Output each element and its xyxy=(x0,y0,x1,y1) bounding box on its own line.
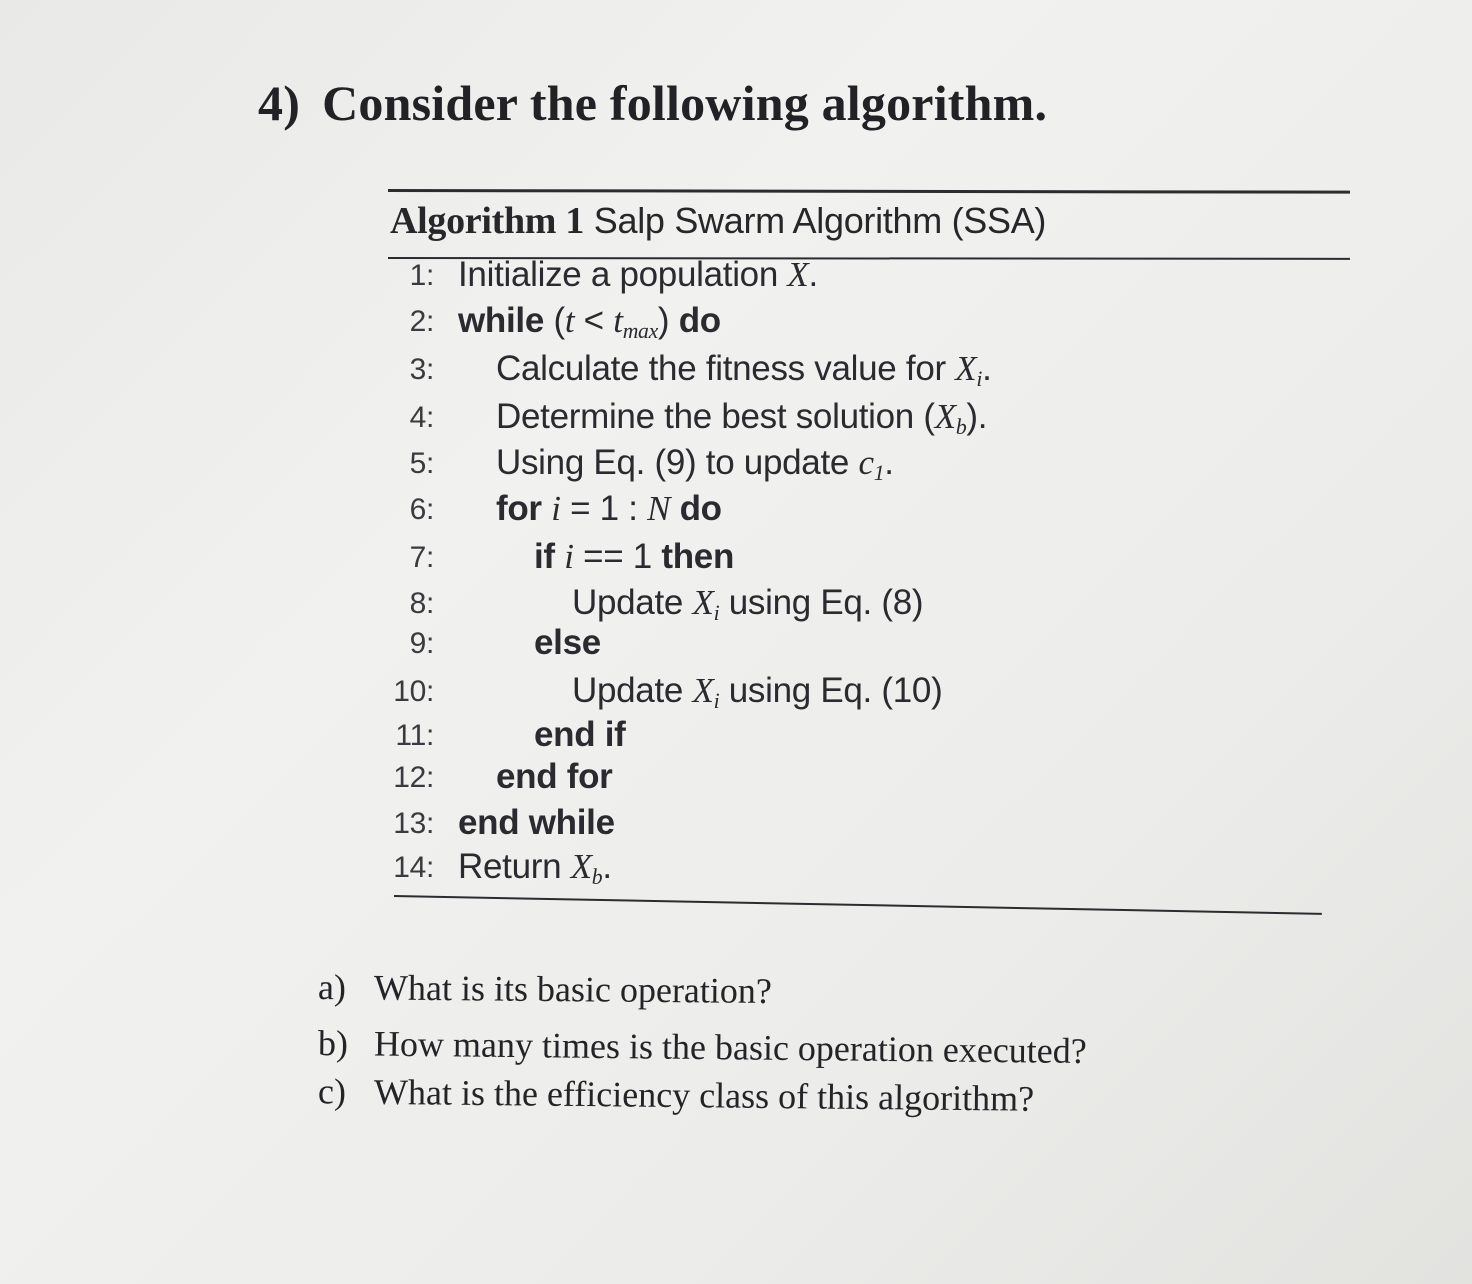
subscript: 1 xyxy=(873,461,885,486)
question-number: 4) xyxy=(258,75,301,131)
line-segment: . xyxy=(982,349,992,388)
sub-question-letter: b) xyxy=(317,1022,349,1064)
keyword: if xyxy=(534,537,555,576)
subscript: b xyxy=(591,865,603,890)
subscript: b xyxy=(955,415,967,440)
math-symbol: N xyxy=(647,489,671,528)
sub-question-text: How many times is the basic operation executed? xyxy=(373,1023,1087,1072)
algorithm-name: Salp Swarm Algorithm (SSA) xyxy=(593,200,1047,241)
sub-question-b xyxy=(318,1022,1087,1072)
keyword: end if xyxy=(534,715,626,754)
line-number: 13: xyxy=(393,807,434,840)
line-text xyxy=(534,537,734,577)
sub-question-c xyxy=(318,1070,1035,1119)
sub-question-letter: c) xyxy=(317,1071,347,1112)
line-segment: using Eq. (10) xyxy=(719,671,943,710)
keyword: do xyxy=(679,489,722,528)
line-segment: using Eq. (8) xyxy=(719,583,924,622)
math-symbol: X xyxy=(692,671,714,710)
line-segment: == 1 xyxy=(573,537,662,576)
line-number: 3: xyxy=(409,353,434,386)
algorithm-box xyxy=(388,183,1350,925)
line-number: 10: xyxy=(393,675,434,708)
math-symbol: c xyxy=(858,443,874,482)
line-number: 9: xyxy=(409,627,434,660)
keyword: else xyxy=(534,623,601,662)
line-segment: Determine the best solution ( xyxy=(496,397,935,436)
line-segment: . xyxy=(808,255,818,294)
line-text xyxy=(458,847,612,890)
line-number: 5: xyxy=(409,447,434,480)
line-segment: ). xyxy=(966,397,988,436)
line-number: 7: xyxy=(409,541,434,574)
keyword: then xyxy=(661,537,735,576)
line-number: 2: xyxy=(409,305,434,338)
question-title: Consider the following algorithm. xyxy=(322,75,1048,131)
line-text xyxy=(534,623,601,663)
line-segment: Update xyxy=(572,583,693,622)
line-number: 12: xyxy=(393,761,434,794)
line-number: 6: xyxy=(409,493,434,526)
math-symbol: X xyxy=(570,847,592,886)
subscript: max xyxy=(622,319,658,344)
line-text xyxy=(458,255,818,295)
math-symbol: t xyxy=(564,301,575,340)
math-symbol: X xyxy=(692,583,714,622)
line-number: 8: xyxy=(409,587,434,620)
sub-question-letter: a) xyxy=(317,967,347,1008)
line-segment xyxy=(670,489,679,528)
keyword: end while xyxy=(458,803,615,842)
line-number: 4: xyxy=(409,401,434,434)
keyword: end for xyxy=(496,757,613,796)
line-text xyxy=(572,671,942,714)
question-heading xyxy=(258,74,1047,132)
line-text xyxy=(496,757,613,797)
math-symbol: X xyxy=(934,397,956,436)
math-symbol: i xyxy=(551,489,561,528)
algorithm-lines xyxy=(388,183,1350,903)
line-segment: . xyxy=(884,443,894,482)
line-segment xyxy=(542,489,551,528)
keyword: while xyxy=(458,301,545,340)
line-segment: ) xyxy=(657,301,679,340)
line-text xyxy=(458,301,721,344)
subscript: i xyxy=(976,367,983,392)
line-segment: Initialize a population xyxy=(458,255,788,294)
keyword: for xyxy=(496,489,542,528)
subscript: i xyxy=(713,601,720,626)
line-segment: Update xyxy=(572,671,693,710)
sub-question-text: What is its basic operation? xyxy=(373,967,773,1011)
math-symbol: X xyxy=(955,349,977,388)
line-text xyxy=(496,489,722,529)
line-text xyxy=(496,349,992,392)
line-segment: Using Eq. (9) to update xyxy=(496,443,859,482)
line-number: 11: xyxy=(395,719,434,752)
line-text xyxy=(572,583,923,626)
math-symbol: X xyxy=(787,255,809,294)
line-segment: Calculate the fitness value for xyxy=(496,349,956,388)
line-text xyxy=(496,397,987,440)
algorithm-label: Algorithm 1 xyxy=(390,200,585,242)
line-number: 1: xyxy=(409,259,434,292)
keyword: do xyxy=(678,301,721,340)
line-number: 14: xyxy=(393,851,434,884)
math-symbol: i xyxy=(564,537,574,576)
math-symbol: t xyxy=(613,301,623,340)
subscript: i xyxy=(713,689,720,714)
line-text xyxy=(458,803,615,843)
line-segment: Return xyxy=(458,847,571,886)
line-segment xyxy=(555,537,564,576)
line-text xyxy=(534,715,626,755)
line-segment: ( xyxy=(544,301,565,340)
sub-question-a xyxy=(318,966,772,1012)
line-segment: < xyxy=(574,301,614,340)
line-segment: = 1 : xyxy=(560,489,648,528)
line-text xyxy=(496,443,894,486)
sub-question-text: What is the efficiency class of this algorithm? xyxy=(373,1071,1035,1119)
line-segment: . xyxy=(602,847,612,886)
